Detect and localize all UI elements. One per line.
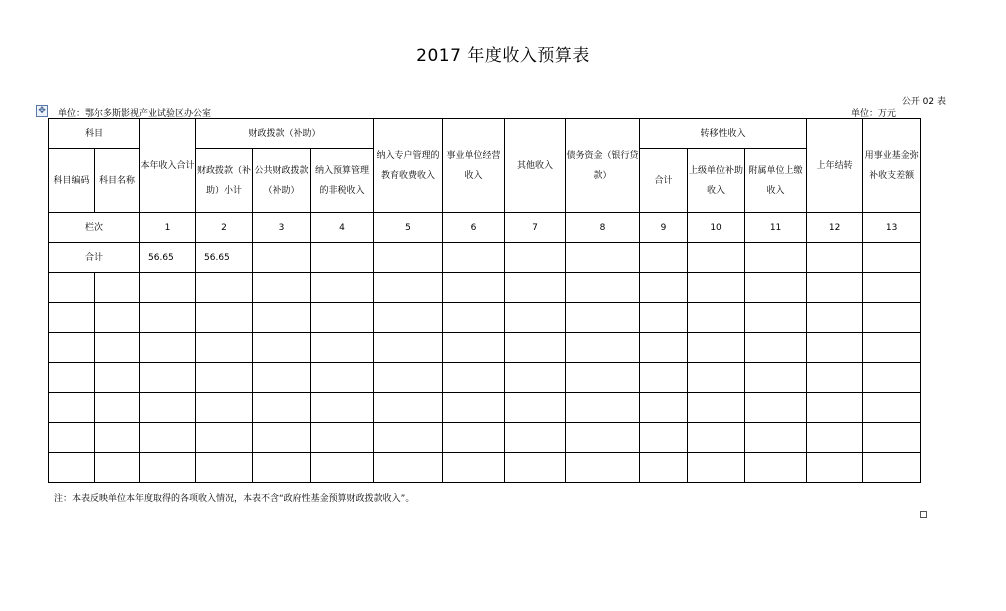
header-fiscal-group: 财政拨款（补助） — [196, 119, 374, 149]
table-cell — [49, 453, 95, 483]
table-cell — [863, 363, 921, 393]
total-income-value: 56.65 — [140, 243, 196, 273]
table-cell — [49, 303, 95, 333]
header-subject-name: 科目名称 — [95, 149, 140, 213]
table-cell — [443, 273, 505, 303]
table-cell — [49, 363, 95, 393]
header-debt-funds: 债务资金（银行贷款） — [566, 119, 640, 213]
table-cell — [253, 273, 311, 303]
table-cell — [196, 453, 253, 483]
table-cell — [807, 423, 863, 453]
table-cell — [505, 333, 566, 363]
table-cell — [95, 363, 140, 393]
table-cell — [443, 363, 505, 393]
column-number: 9 — [640, 213, 688, 243]
header-subject-code: 科目编码 — [49, 149, 95, 213]
column-number: 8 — [566, 213, 640, 243]
table-cell — [505, 393, 566, 423]
table-cell — [253, 453, 311, 483]
table-cell — [745, 363, 807, 393]
table-cell — [745, 453, 807, 483]
table-cell — [140, 273, 196, 303]
table-cell — [505, 423, 566, 453]
table-cell — [49, 273, 95, 303]
table-cell — [374, 303, 443, 333]
table-cell — [688, 243, 745, 273]
table-cell — [311, 363, 374, 393]
table-cell — [311, 423, 374, 453]
table-cell — [311, 333, 374, 363]
table-move-handle-icon[interactable]: ✥ — [36, 105, 48, 117]
table-cell — [49, 333, 95, 363]
table-cell — [566, 273, 640, 303]
table-cell — [95, 453, 140, 483]
reporting-unit: 单位：鄂尔多斯影视产业试验区办公室 — [58, 109, 212, 119]
table-row — [49, 333, 921, 363]
column-number-label: 栏次 — [49, 213, 140, 243]
total-row-label: 合计 — [49, 243, 140, 273]
table-cell — [443, 393, 505, 423]
header-fund-balance: 用事业基金弥补收支差额 — [863, 119, 921, 213]
header-transfer-total: 合计 — [640, 149, 688, 213]
header-transfer-group: 转移性收入 — [640, 119, 807, 149]
column-number: 13 — [863, 213, 921, 243]
page-title: 2017 年度收入预算表 — [416, 46, 590, 66]
table-cell — [640, 243, 688, 273]
table-cell — [196, 393, 253, 423]
table-cell — [374, 393, 443, 423]
table-cell — [196, 423, 253, 453]
table-cell — [505, 273, 566, 303]
column-number: 3 — [253, 213, 311, 243]
table-cell — [443, 423, 505, 453]
table-cell — [863, 243, 921, 273]
table-cell — [140, 363, 196, 393]
table-cell — [640, 423, 688, 453]
table-cell — [688, 363, 745, 393]
income-budget-table — [48, 118, 921, 483]
table-cell — [863, 423, 921, 453]
table-cell — [566, 243, 640, 273]
table-cell — [505, 363, 566, 393]
table-cell — [253, 333, 311, 363]
table-cell — [253, 243, 311, 273]
table-cell — [688, 453, 745, 483]
fiscal-subtotal-value: 56.65 — [196, 243, 253, 273]
table-cell — [374, 333, 443, 363]
table-cell — [95, 333, 140, 363]
table-cell — [443, 303, 505, 333]
table-cell — [688, 273, 745, 303]
header-total-income: 本年收入合计 — [140, 119, 196, 213]
table-cell — [863, 303, 921, 333]
table-cell — [688, 333, 745, 363]
table-cell — [374, 423, 443, 453]
table-cell — [140, 393, 196, 423]
table-cell — [640, 333, 688, 363]
table-cell — [640, 273, 688, 303]
table-cell — [196, 273, 253, 303]
table-cell — [863, 333, 921, 363]
column-number: 1 — [140, 213, 196, 243]
column-number: 10 — [688, 213, 745, 243]
table-cell — [688, 393, 745, 423]
table-cell — [253, 303, 311, 333]
currency-unit: 单位：万元 — [851, 109, 897, 119]
table-row — [49, 363, 921, 393]
table-cell — [311, 303, 374, 333]
table-cell — [863, 393, 921, 423]
table-cell — [745, 273, 807, 303]
header-special-account: 纳入专户管理的教育收费收入 — [374, 119, 443, 213]
table-cell — [443, 453, 505, 483]
table-cell — [253, 393, 311, 423]
table-cell — [49, 423, 95, 453]
table-cell — [807, 393, 863, 423]
table-row — [49, 453, 921, 483]
table-cell — [311, 273, 374, 303]
table-cell — [640, 453, 688, 483]
header-affiliated-payment: 附属单位上缴收入 — [745, 149, 807, 213]
table-cell — [196, 333, 253, 363]
table-cell — [374, 273, 443, 303]
table-cell — [807, 333, 863, 363]
table-row — [49, 273, 921, 303]
table-cell — [95, 303, 140, 333]
table-cell — [566, 423, 640, 453]
table-cell — [807, 303, 863, 333]
table-cell — [566, 393, 640, 423]
table-cell — [745, 393, 807, 423]
end-of-cell-marker — [920, 511, 927, 518]
table-cell — [140, 303, 196, 333]
table-cell — [95, 273, 140, 303]
table-cell — [505, 303, 566, 333]
table-cell — [640, 303, 688, 333]
table-cell — [688, 303, 745, 333]
column-number: 2 — [196, 213, 253, 243]
table-cell — [311, 243, 374, 273]
column-number: 4 — [311, 213, 374, 243]
table-row — [49, 303, 921, 333]
table-cell — [745, 303, 807, 333]
header-carryover: 上年结转 — [807, 119, 863, 213]
table-cell — [140, 423, 196, 453]
table-cell — [566, 333, 640, 363]
column-number: 12 — [807, 213, 863, 243]
header-subject: 科目 — [49, 119, 140, 149]
table-cell — [140, 333, 196, 363]
column-number: 5 — [374, 213, 443, 243]
header-superior-subsidy: 上级单位补助收入 — [688, 149, 745, 213]
table-cell — [807, 273, 863, 303]
table-cell — [566, 303, 640, 333]
table-cell — [566, 453, 640, 483]
form-code: 公开 02 表 — [901, 97, 946, 107]
table-cell — [95, 423, 140, 453]
table-cell — [863, 273, 921, 303]
table-cell — [196, 363, 253, 393]
header-business-income: 事业单位经营收入 — [443, 119, 505, 213]
header-public-fiscal: 公共财政拨款（补助） — [253, 149, 311, 213]
column-number: 6 — [443, 213, 505, 243]
table-cell — [807, 243, 863, 273]
table-cell — [640, 393, 688, 423]
table-cell — [196, 303, 253, 333]
table-cell — [745, 423, 807, 453]
total-row — [49, 243, 921, 273]
header-fiscal-subtotal: 财政拨款（补助）小计 — [196, 149, 253, 213]
table-cell — [374, 453, 443, 483]
column-number: 11 — [745, 213, 807, 243]
table-row — [49, 393, 921, 423]
table-cell — [253, 363, 311, 393]
table-cell — [505, 243, 566, 273]
table-cell — [95, 393, 140, 423]
table-row — [49, 423, 921, 453]
table-cell — [374, 363, 443, 393]
table-cell — [253, 423, 311, 453]
table-cell — [688, 423, 745, 453]
footnote: 注：本表反映单位本年度取得的各项收入情况，本表不含“政府性基金预算财政拨款收入”。 — [54, 494, 415, 504]
table-cell — [374, 243, 443, 273]
table-cell — [443, 333, 505, 363]
table-cell — [745, 333, 807, 363]
table-cell — [505, 453, 566, 483]
table-cell — [640, 363, 688, 393]
table-cell — [140, 453, 196, 483]
table-cell — [807, 453, 863, 483]
table-cell — [311, 453, 374, 483]
column-number-row — [49, 213, 921, 243]
table-cell — [566, 363, 640, 393]
header-non-tax-budget: 纳入预算管理的非税收入 — [311, 149, 374, 213]
table-cell — [745, 243, 807, 273]
table-cell — [863, 453, 921, 483]
table-cell — [807, 363, 863, 393]
column-number: 7 — [505, 213, 566, 243]
table-cell — [49, 393, 95, 423]
header-other-income: 其他收入 — [505, 119, 566, 213]
table-cell — [311, 393, 374, 423]
table-cell — [443, 243, 505, 273]
